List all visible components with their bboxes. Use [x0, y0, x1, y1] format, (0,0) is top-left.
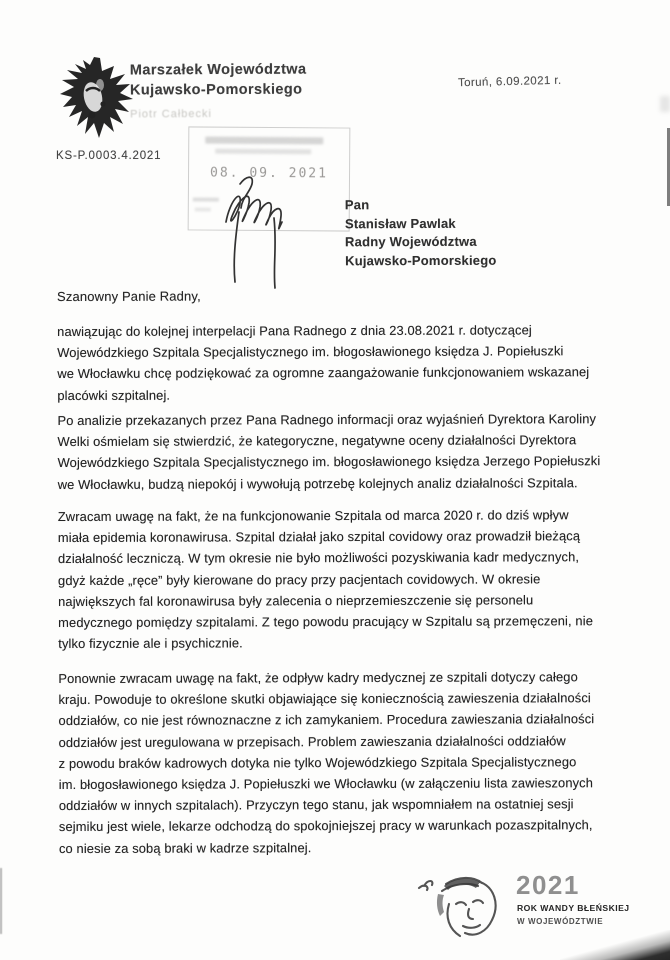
sender-office-line2: Kujawsko-Pomorskiego: [129, 81, 303, 99]
footer-logo-title: ROK WANDY BŁEŃSKIEJ: [517, 903, 630, 913]
scan-smudge-top-right: [660, 96, 670, 112]
sender-signatory-name: Piotr Całbecki: [130, 108, 213, 121]
place-and-date: Toruń, 6.09.2021 r.: [457, 74, 562, 90]
stamp-date: 08. 09. 2021: [210, 165, 329, 182]
salutation: Szanowny Panie Radny,: [57, 288, 201, 305]
stamp-side-mark2: [195, 207, 211, 211]
wanda-blenska-portrait-sketch-icon: [416, 874, 510, 952]
paragraph-4: Ponownie zwracam uwagę na fakt, że odpływ kadry medycznej ze szpitali dotyczy całego kraju. Powoduje to określone skutki objawiające się koniecznością zawieszenia działalności oddziałów, co nie jest równoznaczne z ich zamykaniem. Procedura zawieszania działalności oddziałów jest uregulowana w przepisach. Problem zawieszania działalności oddziałów z powodu braków kadrowych dotyka nie tylko Wojewódzkiego Szpitala Specjalistycznego im. błogosławionego księdza J. Popiełuszki we Włocławku (w załączeniu lista zawieszonych oddziałów w innych szpitalach). Przyczyn tego stanu, jak wspomniałem na ostatniej sesji sejmiku jest wiele, lekarze odchodzą do spokojniejszej pracy w warunkach pozaszpitalnych, co niesie za sobą braki w kadrze szpitalnej.: [58, 669, 595, 856]
paragraph-1: nawiązując do kolejnej interpelacji Pana Radnego z dnia 23.08.2021 r. dotyczącej Wojewódzkiego Szpitala Specjalistycznego im. błogosławionego księdza J. Popiełuszki we Włocławku chcę podziękować za ogromne zaangażowanie funkcjonowaniem wskazanej placówki szpitalnej.: [57, 322, 590, 403]
coat-of-arms-eagle-icon: [56, 54, 136, 144]
recipient-block: Pan Stanisław Pawlak Radny Województwa Kujawsko-Pomorskiego: [344, 197, 497, 268]
sender-office-line1: Marszałek Województwa: [129, 61, 307, 79]
scan-corner-shadow: [560, 930, 670, 960]
handwritten-signature: [212, 170, 327, 295]
sender-block: [130, 60, 307, 125]
scan-edge-artifact-left: [0, 868, 2, 934]
paragraph-2: Po analizie przekazanych przez Pana Radnego informacji oraz wyjaśnień Dyrektora Karoliny Welki ośmielam się stwierdzić, że kategoryczne, negatywne oceny działalności Dyrektora Wojewódzkiego Szpitala Specjalistycznego im. błogosławionego księdza Jerzego Popiełuszki we Włocławku, budzą niepokój i wywołują potrzebę kolejnych analiz działalności Szpitala.: [57, 411, 601, 492]
reference-number: KS-P.0003.4.2021: [56, 150, 162, 162]
stamp-illegible-text-line2: [215, 149, 311, 155]
footer-year: 2021: [516, 870, 580, 900]
paragraph-3: Zwracam uwagę na fakt, że na funkcjonowanie Szpitala od marca 2020 r. do dziś wpływ miała epidemia koronawirusa. Szpital działał jako szpital covidowy oraz prowadził bieżącą działalność leczniczą. W tym okresie nie było możliwości pozyskiwania kadr medycznych, gdyż każde „ręce” były kierowane do pracy przy pacjentach covidowych. W okresie największych fal koronawirusa były zalecenia o nieprzemieszczenie się personelu medycznego pomiędzy szpitalami. Z tego powodu pracujący w Szpitalu są przemęczeni, nie tylko fizycznie ale i psychicznie.: [57, 507, 593, 652]
stamp-illegible-text-line1: [205, 137, 323, 145]
footer-logo-subtitle: W WOJEWÓDZTWIE: [517, 917, 604, 926]
